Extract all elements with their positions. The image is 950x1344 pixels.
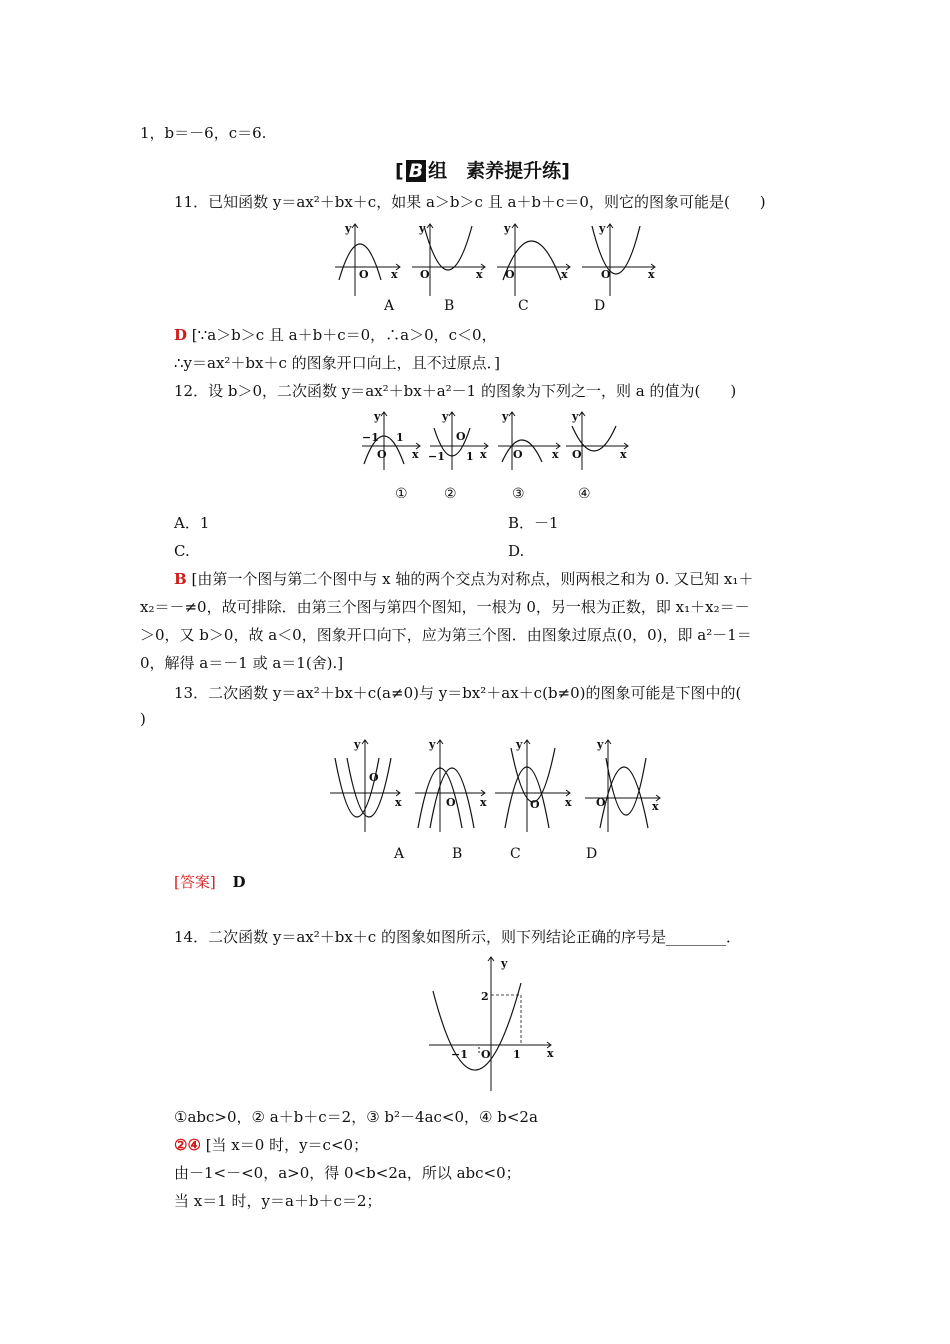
q12-option-b: B．－1 xyxy=(508,514,559,532)
q12-2-o: O xyxy=(456,430,466,443)
q12-answer-line3: ＞0，又 b＞0，故 a＜0，图象开口向下，应为第三个图．由图象过原点(0，0)，即 a²－1＝ xyxy=(140,626,752,644)
q12-2-y: y xyxy=(442,410,449,423)
q11-label-d: D xyxy=(594,298,606,314)
q13c-x: x xyxy=(565,796,572,809)
q11-graph-c xyxy=(497,222,570,296)
q12-label-2: ② xyxy=(444,486,457,502)
q13a-x: x xyxy=(395,796,402,809)
q13b-o: O xyxy=(446,796,456,809)
q12-text: 12．设 b＞0，二次函数 y＝ax²＋bx＋a²－1 的图象为下列之一，则 a 的值为( ) xyxy=(174,382,737,400)
q12-option-a: A．1 xyxy=(174,514,210,532)
q14-answer-letter: ②④ xyxy=(174,1136,201,1154)
q11a-o: O xyxy=(359,268,369,281)
q14-answer xyxy=(174,1135,368,1155)
q12-4-x: x xyxy=(620,448,627,461)
q13-figure xyxy=(325,736,665,836)
q11-graph-b xyxy=(412,222,485,296)
q11-answer-text: [∵a＞b＞c 且 a＋b＋c＝0，∴a＞0，c＜0， xyxy=(191,326,497,344)
q13c-o: O xyxy=(530,798,540,811)
q13a-o: O xyxy=(369,771,379,784)
q11b-o: O xyxy=(420,268,430,281)
q14-answer-line3: 当 x＝1 时，y＝a＋b＋c＝2； xyxy=(174,1192,382,1210)
q12-2-neg1: −1 xyxy=(428,450,445,463)
q14-o: O xyxy=(481,1048,491,1061)
q11-text: 11．已知函数 y＝ax²＋bx＋c，如果 a＞b＞c 且 a＋b＋c＝0，则它的图象可能是( ) xyxy=(174,193,766,211)
q13-answer xyxy=(174,872,246,892)
q14-y: y xyxy=(501,957,508,970)
q12-answer-text: [由第一个图与第二个图中与 x 轴的两个交点为对称点，则两根之和为 0. 又已知 x₁＋ xyxy=(191,570,754,588)
q12-answer-line4: 0，解得 a＝－1 或 a＝1(舍).] xyxy=(140,654,344,672)
q13b-x: x xyxy=(480,796,487,809)
q12-1-o: O xyxy=(377,448,387,461)
q11-label-a: A xyxy=(384,298,395,314)
q13-graph-b xyxy=(415,738,487,832)
q13d-y: y xyxy=(597,738,604,751)
q12-4-y: y xyxy=(572,410,579,423)
q11-graph-a xyxy=(335,222,400,296)
q13-text: 13．二次函数 y＝ax²＋bx＋c(a≠0)与 y＝bx²＋ax＋c(b≠0)的图象可能是下图中的( xyxy=(174,684,742,702)
q14-answer-text: [当 x＝0 时，y＝c<0； xyxy=(205,1136,369,1154)
q11-label-c: C xyxy=(518,298,529,314)
q11-label-b: B xyxy=(444,298,455,314)
q11-figure xyxy=(325,218,665,298)
q13-graph-c xyxy=(495,738,572,832)
q12-graph-3 xyxy=(498,410,560,470)
q11a-x: x xyxy=(391,268,398,281)
q11-answer xyxy=(174,325,497,345)
q12-1-x: x xyxy=(412,448,419,461)
q14-one: 1 xyxy=(513,1048,521,1061)
q12-answer xyxy=(174,569,753,589)
section-letter: B xyxy=(406,160,426,182)
q11c-y: y xyxy=(504,222,511,235)
q13-graph-d xyxy=(585,738,660,832)
q14-x: x xyxy=(547,1047,554,1060)
section-open: [ xyxy=(395,160,404,182)
section-close: ] xyxy=(561,160,570,182)
q11-answer-line2: ∴y＝ax²＋bx＋c 的图象开口向上，且不过原点．] xyxy=(174,354,501,372)
q13-label-a: A xyxy=(394,846,405,862)
q11a-y: y xyxy=(345,222,352,235)
q11c-x: x xyxy=(561,268,568,281)
q13-answer-value: D xyxy=(232,873,246,891)
q11b-y: y xyxy=(419,222,426,235)
q12-label-1: ① xyxy=(395,486,408,502)
q12-label-3: ③ xyxy=(512,486,525,502)
q12-4-o: O xyxy=(572,448,582,461)
q11-answer-letter: D xyxy=(174,326,188,344)
q12-2-x: x xyxy=(480,448,487,461)
q12-1-one: 1 xyxy=(396,431,404,444)
q13-label-c: C xyxy=(510,846,521,862)
q11d-o: O xyxy=(601,268,611,281)
q14-figure xyxy=(425,953,565,1093)
q13d-o: O xyxy=(596,796,606,809)
q12-figure xyxy=(360,408,630,472)
q14-neg1: −1 xyxy=(451,1048,468,1061)
q11c-o: O xyxy=(505,268,515,281)
q11b-x: x xyxy=(476,268,483,281)
section-title: 组 素养提升练 xyxy=(428,160,562,182)
q12-3-o: O xyxy=(513,448,523,461)
q12-option-d: D. xyxy=(508,542,525,560)
q13-answer-tag: [答案] xyxy=(174,873,216,891)
q12-graph-4 xyxy=(566,410,628,470)
q14-answer-line2: 由－1<－<0，a>0，得 0<b<2a，所以 abc<0； xyxy=(174,1164,521,1182)
q13a-y: y xyxy=(354,738,361,751)
q12-option-c: C. xyxy=(174,542,190,560)
q13b-y: y xyxy=(429,738,436,751)
q12-3-x: x xyxy=(552,448,559,461)
q12-answer-letter: B xyxy=(174,570,187,588)
section-heading xyxy=(395,156,570,183)
q11d-y: y xyxy=(599,222,606,235)
prev-answer-tail: 1，b＝－6，c＝6. xyxy=(140,124,267,142)
q13-label-b: B xyxy=(452,846,463,862)
q14-two: 2 xyxy=(481,990,489,1003)
q12-1-y: y xyxy=(374,410,381,423)
q11d-x: x xyxy=(648,268,655,281)
q12-label-4: ④ xyxy=(578,486,591,502)
q14-text: 14．二次函数 y＝ax²＋bx＋c 的图象如图所示，则下列结论正确的序号是________． xyxy=(174,928,741,946)
q12-answer-line2: x₂＝－≠0，故可排除．由第三个图与第四个图知，一根为 0，另一根为正数，即 x₁＋x₂＝－ xyxy=(140,598,750,616)
q12-graph-1 xyxy=(362,410,420,470)
q12-2-one: 1 xyxy=(466,450,474,463)
q12-1-neg1: −1 xyxy=(362,431,379,444)
q13-text-line2: ) xyxy=(140,710,146,728)
q13-graph-a xyxy=(330,738,402,832)
q11-graph-d xyxy=(582,222,655,296)
q12-3-y: y xyxy=(502,410,509,423)
q12-graph-2 xyxy=(428,410,488,470)
q13-label-d: D xyxy=(586,846,598,862)
q13c-y: y xyxy=(516,738,523,751)
q13d-x: x xyxy=(652,800,659,813)
q14-statements: ①abc>0，② a＋b＋c＝2，③ b²－4ac<0，④ b<2a xyxy=(174,1108,538,1126)
